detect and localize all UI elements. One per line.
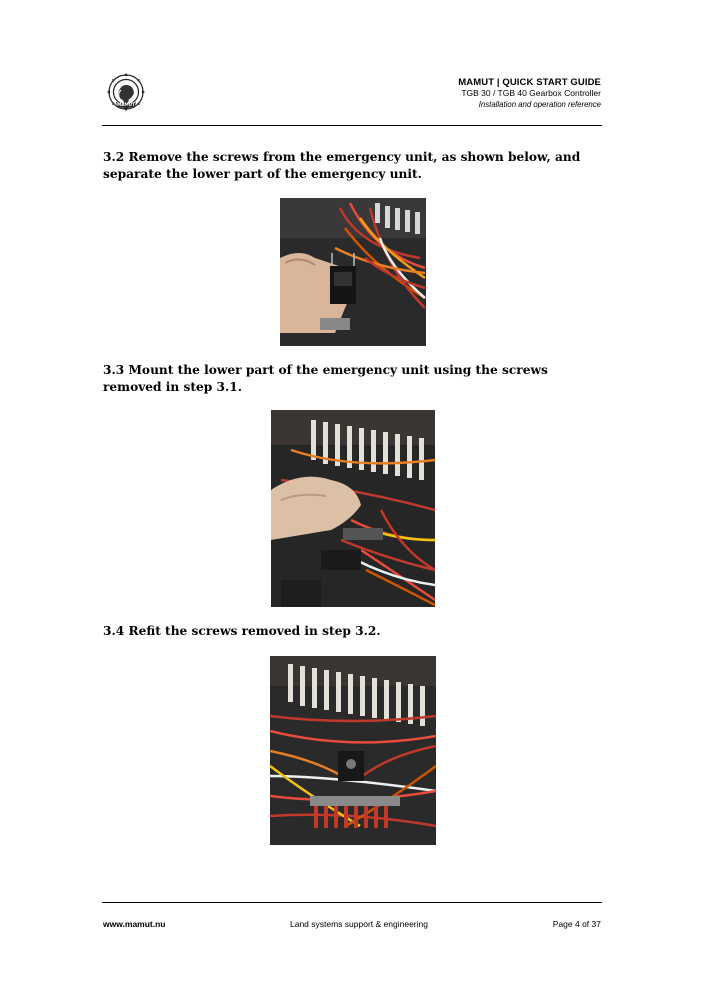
document-title: MAMUT | QUICK START GUIDE — [458, 77, 601, 88]
step-3-2-heading: 3.2 Remove the screws from the emergency unit, as shown below, and separate the lower part of the emergency unit. — [103, 150, 581, 181]
svg-text:MAMUT: MAMUT — [117, 102, 135, 107]
step-3-4-heading: 3.4 Refit the screws removed in step 3.2. — [103, 624, 381, 638]
photo-mount-lower-part — [271, 410, 435, 607]
document-header — [458, 77, 601, 110]
step-3-3-heading: 3.3 Mount the lower part of the emergency unit using the screws removed in step 3.1. — [103, 363, 548, 394]
document-subtitle: TGB 30 / TGB 40 Gearbox Controller — [461, 88, 601, 98]
document-tagline: Installation and operation reference — [478, 100, 601, 109]
header-divider — [102, 125, 602, 126]
mamut-logo — [101, 70, 151, 116]
photo-refit-screws — [270, 656, 436, 845]
page-number: Page 4 of 37 — [552, 919, 601, 929]
footer-website-link[interactable]: www.mamut.nu — [103, 919, 166, 929]
footer-divider — [102, 902, 602, 903]
footer-department: Land systems support & engineering — [290, 919, 428, 929]
photo-emergency-unit-screws — [280, 198, 426, 346]
